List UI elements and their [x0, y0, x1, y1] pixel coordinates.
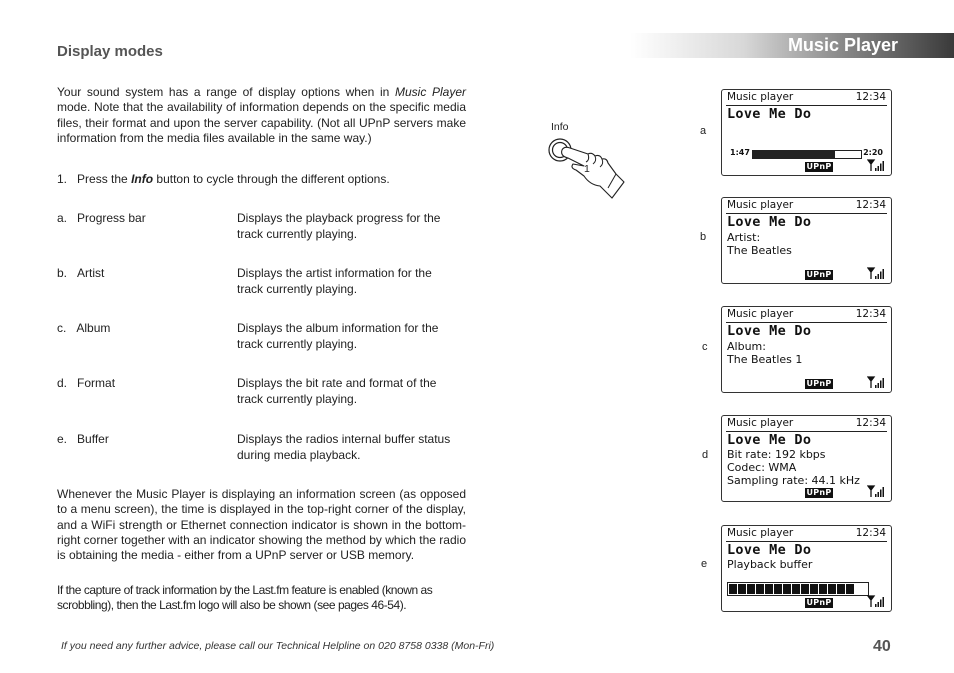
upnp-badge: UPnP — [806, 488, 832, 497]
screen-d-letter: d — [702, 449, 709, 461]
step-text-1: Press the — [77, 172, 132, 186]
buffer-segment — [828, 584, 836, 594]
elapsed-time: 1:47 — [730, 148, 750, 157]
lcd-time: 12:34 — [855, 91, 886, 103]
lcd-line-1: Artist: — [727, 231, 761, 244]
lcd-track-title: Love Me Do — [727, 106, 812, 122]
buffer-segment — [810, 584, 818, 594]
option-b-desc: Displays the artist information for the track currently playing. — [237, 266, 432, 296]
buffer-segment — [846, 584, 854, 594]
lcd-screen-buffer — [721, 525, 892, 612]
buffer-segment — [792, 584, 800, 594]
option-b-key: b. Artist — [57, 266, 105, 280]
option-a-desc: Displays the playback progress for the track currently playing. — [237, 211, 441, 241]
intro-italic: Music Player — [394, 85, 466, 99]
lcd-line-3: Sampling rate: 44.1 kHz — [727, 474, 860, 487]
lcd-screen-format — [721, 415, 892, 502]
screen-b-letter: b — [700, 231, 707, 243]
screen-e-letter: e — [701, 558, 708, 570]
playback-buffer-bar — [727, 582, 869, 596]
buffer-segment — [801, 584, 809, 594]
total-time: 2:20 — [863, 148, 883, 157]
lcd-track-title: Love Me Do — [727, 214, 812, 230]
buffer-segment — [765, 584, 773, 594]
progress-bar — [752, 150, 862, 159]
option-c-key: c. Album — [57, 321, 111, 335]
buffer-segment — [756, 584, 764, 594]
intro-text-2: mode. Note that the availability of information depends on the specific media files, their format and upon the server capability. (Not all UPnP servers make information from the media files available in the same way.) — [57, 100, 466, 145]
lcd-screen-progress — [721, 89, 892, 176]
buffer-segment — [747, 584, 755, 594]
signal-strength-icon — [867, 485, 885, 498]
option-e-desc: Displays the radios internal buffer status during media playback. — [237, 432, 451, 462]
section-title: Display modes — [57, 43, 163, 60]
lcd-time: 12:34 — [855, 199, 886, 211]
buffer-segment — [738, 584, 746, 594]
upnp-badge: UPnP — [806, 270, 832, 279]
buffer-segment — [729, 584, 737, 594]
signal-strength-icon — [867, 376, 885, 389]
lcd-mode: Music player — [727, 308, 794, 320]
lastfm-paragraph: If the capture of track information by the Last.fm feature is enabled (known as scrobbling), then the Last.fm logo will also be shown (see pages 46-54). — [57, 583, 433, 613]
option-a-key: a. Progress bar — [57, 211, 146, 225]
option-d-desc: Displays the bit rate and format of the track currently playing. — [237, 376, 437, 406]
screen-c-letter: c — [702, 341, 708, 353]
upnp-badge: UPnP — [806, 162, 832, 171]
lcd-track-title: Love Me Do — [727, 432, 812, 448]
upnp-badge: UPnP — [806, 598, 832, 607]
lcd-line-2: The Beatles — [727, 244, 792, 257]
page-number: 40 — [873, 638, 891, 655]
intro-text-1: Your sound system has a range of display options when in — [57, 85, 395, 99]
lcd-track-title: Love Me Do — [727, 542, 812, 558]
lcd-screen-album — [721, 306, 892, 393]
progress-bar-fill — [753, 151, 835, 158]
lcd-time: 12:34 — [855, 527, 886, 539]
indicator-paragraph: Whenever the Music Player is displaying an information screen (as opposed to a menu screen), the time is displayed in the top-right corner of the display, and a WiFi strength or Ethernet connection indicator is shown in the bottom-right corner together with an indicator showing the method by which the radio is obtaining the media - either from a UPnP server or USB memory. — [57, 487, 466, 563]
lcd-time: 12:34 — [855, 308, 886, 320]
step-text-2: button to cycle through the different options. — [153, 172, 390, 186]
lcd-line-1: Bit rate: 192 kbps — [727, 448, 826, 461]
lcd-mode: Music player — [727, 91, 794, 103]
buffer-segment — [783, 584, 791, 594]
step-number: 1. — [57, 172, 68, 186]
option-e-key: e. Buffer — [57, 432, 109, 446]
buffer-segment — [819, 584, 827, 594]
buffer-segment — [774, 584, 782, 594]
helpline-note: If you need any further advice, please call our Technical Helpline on 020 8758 0338 (Mon-Fri) — [61, 640, 495, 652]
lcd-line-1: Album: — [727, 340, 766, 353]
lcd-line-1: Playback buffer — [727, 558, 813, 571]
option-d-key: d. Format — [57, 376, 116, 390]
lcd-screen-artist — [721, 197, 892, 284]
lcd-track-title: Love Me Do — [727, 323, 812, 339]
lcd-line-2: Codec: WMA — [727, 461, 797, 474]
lcd-mode: Music player — [727, 527, 794, 539]
signal-strength-icon — [867, 595, 885, 608]
step-1 — [57, 172, 390, 187]
signal-strength-icon — [867, 159, 885, 172]
header-title: Music Player — [787, 35, 898, 55]
info-button-name: Info — [131, 172, 154, 186]
lcd-mode: Music player — [727, 199, 794, 211]
step-callout-number: 1 — [584, 163, 590, 175]
screen-a-letter: a — [700, 125, 707, 137]
lcd-mode: Music player — [727, 417, 794, 429]
intro-paragraph — [57, 85, 466, 146]
info-button-label: Info — [551, 121, 569, 133]
buffer-segment — [837, 584, 845, 594]
option-c-desc: Displays the album information for the track currently playing. — [237, 321, 439, 351]
upnp-badge: UPnP — [806, 379, 832, 388]
signal-strength-icon — [867, 267, 885, 280]
lcd-line-2: The Beatles 1 — [727, 353, 803, 366]
lcd-time: 12:34 — [855, 417, 886, 429]
